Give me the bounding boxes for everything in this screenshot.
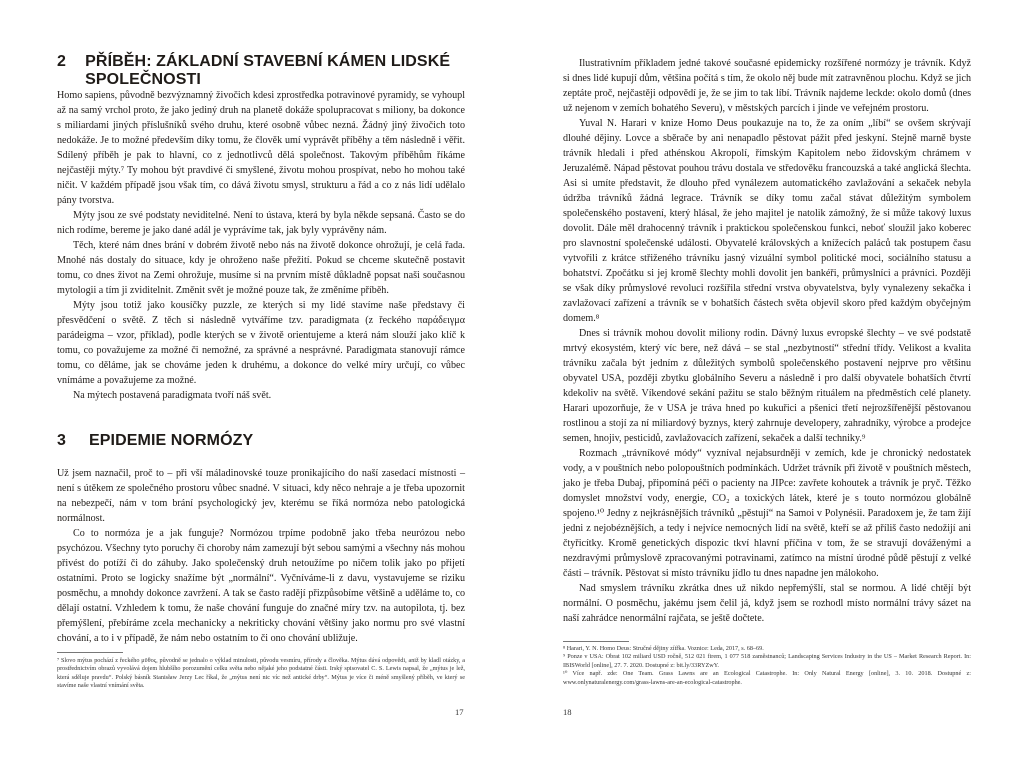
footnotes <box>57 657 465 691</box>
chapter-3-number: 3 <box>57 432 66 449</box>
right-page <box>512 0 1024 768</box>
chapter-3-title: EPIDEMIE NORMÓZY <box>89 432 254 449</box>
paragraph: Už jsem naznačil, proč to – při vší máladinovské touze pronikajícího do naší zasedací místnosti – není s útěkem ze společného prostoru vůbec snadné. V situaci, kdy něco nehraje a je třeba upozornit na nebezpečí, nám v tom brání psychologický jev, kterému se říká normóza nebo patologická normálnost. <box>57 468 465 524</box>
paragraph: Mýty jsou ze své podstaty neviditelné. Není to ústava, která by byla někde sepsaná. Často se do nich rodíme, bereme je jako dané adál je vyprávíme tak, jak byly vyprávěny nám. <box>57 210 465 236</box>
paragraph: Co to normóza je a jak funguje? Normózou trpíme podobně jako třeba neurózou nebo psychózou. Všechny tyto poruchy či choroby nám zamezují být sebou samými a všechny nás mohou přivést do potíží či do záhuby. Jako společenský druh netoužíme po ničem tolik jako po přijetí ostatními. Proto se logicky snažíme být „normální“. Vyčníváme-li z davu, vystavujeme se riziku posměchu, a mnohdy dokonce zavržení. A tak se často radějí přizpůsobíme většině a uděláme to, co dělají ostatní. Vzhledem k tomu, že naše chování funguje do značné míry tzv. na autopilota, tj. bez přemýšlení, přebíráme zcela mechanicky a nekriticky chování většiny jako normu pro své vlastní chování, a to i v případě, že nám nebo ostatním to či ono chování ubližuje. <box>57 528 465 644</box>
right-page-body <box>563 56 971 626</box>
paragraph: Dnes si trávník mohou dovolit miliony rodin. Dávný luxus evropské šlechty – ve své podstatě mrtvý ekosystém, který víc bere, než dává – se stal „nezbytností“ střední třídy. Velikost a kvalita trávníku začala být jedním z důležitých symbolů společenského postavení nejprve pro většinu obyvatel USA, později zbytku globálního Severu a následně i pro další obyvatele bohatších čtvrtí kdekoliv na světě. Víkendové sekání pažitu se stalo běžným rituálem na předměstích celé planety. Harari upozorňuje, že v USA je tráva hned po kukuřici a pšenici třetí nejrozšířenější pěstovanou rostlinou a stojí za ní miliardový byznys, který zahrnuje developery, zahradníky, výrobce a prodejce semen, hnojiv, pesticidů, zavlažovacích zařízení, sekaček a další techniky.⁹ <box>563 328 971 444</box>
paragraph: Těch, které nám dnes brání v dobrém životě nebo nás na životě dokonce ohrožují, je celá řada. Mnohé nás dostaly do situace, kdy je ohroženo naše přežití. Pokud se chceme skutečně postavit tomu, co dnes život na Zemi ohrožuje, musíme si na prvním místě důkladně popsat naši současnou mytologii a tím ji zviditelnit. Změnit svět je možné pouze tak, že změníme příběh. <box>57 240 465 296</box>
paragraph: Homo sapiens, původně bezvýznamný živočich kdesi zprostředka potravinové pyramidy, se vyhoupl až na samý vrchol proto, že jako jediný druh na planetě dokáže spolupracovat s miliony, ba dokonce s miliardami jiných příslušníků svého druhu, které osobně vůbec nezná. Žádný jiný živočich toto nedokáže. Je to možné především díky tomu, že člověk umí vyprávět příběhy a těm následně i věřit. Sdílený příběh je pak to hlavní, co z jednotlivců dělá společnost. Takovým příběhům říkáme nejčastěji mýty.⁷ Ty mohou být pravdivé či smyšlené, životu mohou prospívat, nebo ho mohou také ničit. V každém případě jsou však tím, co dává životu smysl, strukturu a řád a co z nás lidí udělalo pány tvorstva. <box>57 90 465 206</box>
chapter-2-title: PŘÍBĚH: ZÁKLADNÍ STAVEBNÍ KÁMEN LIDSKÉ SPOLEČNOSTI <box>85 53 451 88</box>
paragraph: Na mýtech postavená paradigmata tvoří náš svět. <box>73 390 272 401</box>
footnotes <box>563 645 971 687</box>
page-number: 18 <box>563 707 572 717</box>
chapter-2-number: 2 <box>57 53 66 70</box>
footnote: ⁷ Slovo mýtus pochází z řeckého μῦθος, původně se jednalo o výklad minulosti, původu vesmíru, přírody a člověka. Mýtus dává odpovědi, aniž by kladl otázky, a prostřednictvím obrazů vyvolává dojem hlubšího porozumění celku světa nebo nějaké jeho podstatné části. Irský spisovatel C. S. Lewis napsal, že „mýtus je lež, která sděluje pravdu“. Polský básník Stanisław Jerzy Lec říkal, že „mýtus není nic víc než antické drby“. Mýtus je více či méně smyšlený příběh, ve který se stavíme naše vlastní vnímání světa. <box>57 657 465 690</box>
chapter-2-body <box>57 88 465 403</box>
footnote-rule <box>57 652 123 653</box>
paragraph: Mýty jsou totiž jako kousíčky puzzle, ze kterých si my lidé stavíme naše představy či přesvědčení o světě. Z těch si následně vytváříme tzv. paradigmata (z řeckého παράδειγμα parádeigma – vzor, příklad), podle kterých se v životě orientujeme a která nám slouží jako klíč k tomu, co považujeme za možné či nemožné, za správné a nesprávné. Paradigmata stanovují rámce tomu, co děláme, jak se chováme jeden k druhému, a dokonce do velké míry určují, co vůbec vnímáme a považujeme za možné. <box>57 300 465 386</box>
footnote: ¹⁰ Více např. zde: One Team. Grass Lawns are an Ecological Catastrophe. In: Only Natural Energy [online], 3. 10. 2018. Dostupné z: www.onlynaturalenergy.com/grass-lawns-are-an-ecological-catastrophe. <box>563 670 971 686</box>
footnote: ⁸ Harari, Y. N. Homo Deus: Stručné dějiny zítřka. Voznice: Leda, 2017, s. 68–69. <box>563 645 764 652</box>
page-number: 17 <box>455 707 464 717</box>
chapter-3-body <box>57 466 465 646</box>
paragraph: Yuval N. Harari v knize Homo Deus poukazuje na to, že za oním „líbí“ se ovšem skrývají dlouhé dějiny. Lovce a sběrače by ani nenapadlo pěstovat pážit před jeskyní. Stejně marně byste trávník hledali i před athénskou Akropolí, římským Kapitolem nebo židovským chrámem v Jeruzalémě. Nápad pěstovat pouhou trávu dostala ve středověku francouzská a také anglická šlechta. Asi si umíte představit, že dlouho před vynálezem automatického zavlažování a sekaček nebyla údržba trávníků žádná legrace. Trávník se díky tomu začal stávat důležitým symbolem společenského postavení, který hlásal, že jeho majitel je natolik zámožný, že si může takový luxus dovolit. Dále měl drahocenný trávník i praktickou společenskou funkci, neboť sloužil jako koberec pro slavnostní společenské události. Obyvatelé královských a knížecích paláců tak postupem času vytvořili z krátce střiženého trávníku jasný vizuální symbol politické moci, sociálního statusu a bohatství. Zpočátku si jej kromě šlechty mohli dovolit jen bankéři, průmyslníci a právníci. Později se však díky průmyslové revoluci rozšířila střední vrstva obyvatelstva, byly vynalezeny sekačka i zavlažovací zařízení a trávník se v bohatších částech světa objevil skoro před každým obyčejným domem.⁸ <box>563 118 971 324</box>
footnote-rule <box>563 641 629 642</box>
paragraph: Ilustrativním příkladem jedné takové současné epidemicky rozšířené normózy je trávník. Když si dnes lidé kupují dům, většina počítá s tím, že okolo něj bude mít zatravněnou plochu. Když se jich zeptáte proč, nejčastěji odpovědí je, že se jim to tak líbí. Trávník najdeme leckde: okolo domů (dnes už nejenom v zemích bohatého Severu), v městských parcích i jinde ve veřejném prostoru. <box>563 58 971 114</box>
paragraph: Nad smyslem trávníku zkrátka dnes už nikdo nepřemýšlí, stal se normou. A lidé chtějí být normální. O posměchu, jakému jsem čelil já, když jsem se rozhodl místo normální trávy sázet na naší zahrádce nenormální rajčata, se ještě dočtete. <box>563 583 971 624</box>
chapter-2-heading <box>57 53 512 89</box>
chapter-3-heading <box>57 432 253 450</box>
paragraph: Rozmach „trávníkové módy“ vyzníval nejabsurdněji v zemích, kde je chronický nedostatek vody, a v pouštních nebo polopouštních podmínkách. Udržet trávník při životě v pouštních městech, jako je třeba Dubaj, připomíná péči o pacienty na JIPce: zavřete kohoutek a trávník je pryč. Těžko domyslet množství vody, energie, CO₂ a toxických látek, které je s touto normózou globálně spojeno.¹⁰ Jedny z nejkrásnějších trávníků „pěstují“ na Samoi v Polynésii. Paradoxem je, že tam žijí jedni z nejobéznějších, a tedy i nejvíce nemocných lidí na světě, kteří se až příliš často nedožijí ani čtyřicítky. Kromě genetických dispozic tkví hlavní příčina v tom, že se stravují dováženými a nezdravými průmyslově zpracovanými potravinami, zatímco na místní úrodné půdě pěstují z velké části – trávník. Pěstovat si místo trávníku jídlo tu dnes napadne jen málokoho. <box>563 448 971 579</box>
footnote: ⁹ Ponze v USA: Obrat 102 miliard USD ročně, 512 021 firem, 1 077 518 zaměstnanců; Landscaping Services Industry in the US – Market Research Report. In: IBISWorld [online], 27. 7. 2020. Dostupné z: bit.ly/33RYZwY. <box>563 653 971 669</box>
